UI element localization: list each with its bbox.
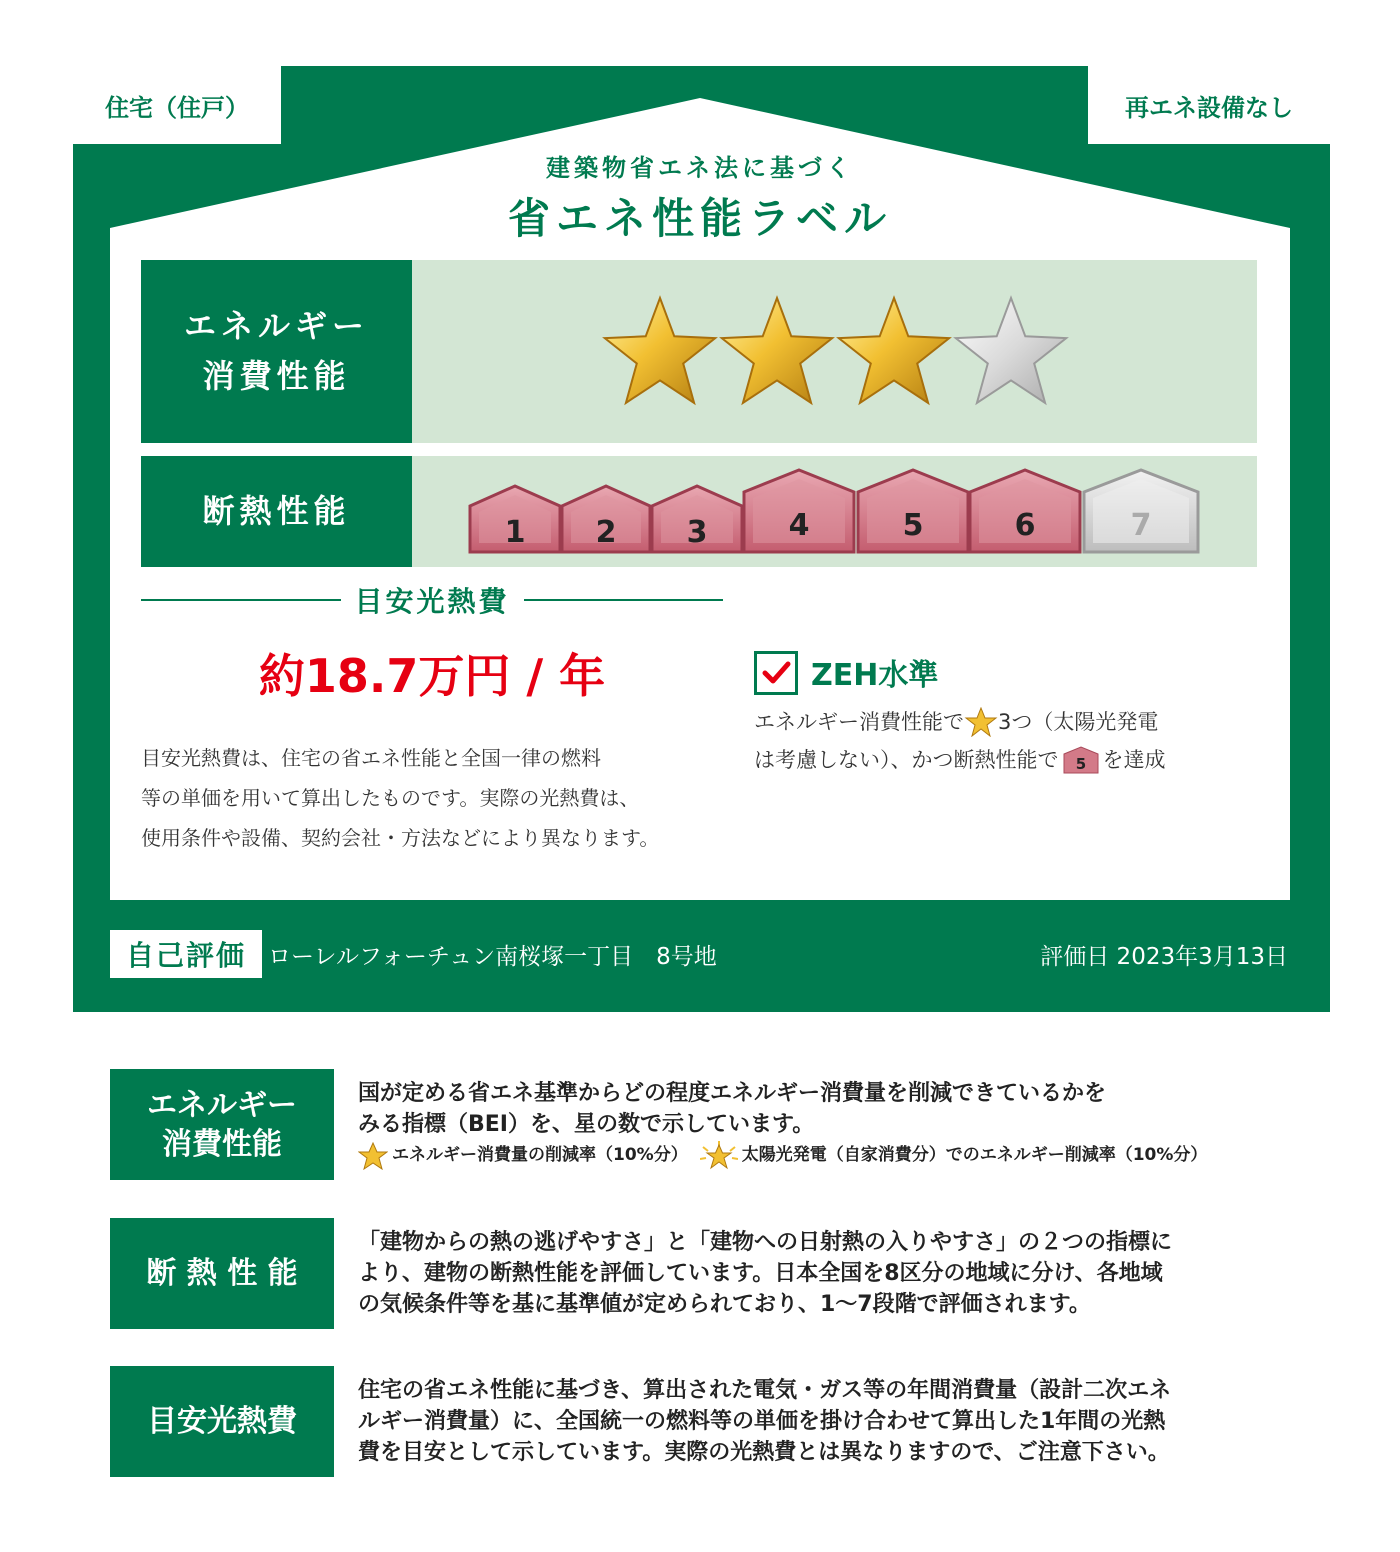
- cost-heading-text: 目安光熱費: [354, 585, 510, 618]
- insulation-level-house-icon: [1063, 746, 1099, 774]
- insulation-head-text: 断熱性能: [202, 491, 351, 530]
- insulation-level-number: 3: [686, 515, 708, 550]
- explanation-cost-line3: 費を目安として示しています。実際の光熱費とは異なりますので、ご注意下さい。: [358, 1440, 1170, 1465]
- zeh-description: [754, 703, 1274, 779]
- insulation-level-1: [470, 486, 560, 552]
- insulation-level-5: [858, 470, 968, 552]
- renewable-text: 再エネ設備なし: [1125, 93, 1293, 122]
- zeh-checkbox: [754, 651, 798, 695]
- energy-head-line1: エネルギー: [183, 306, 369, 345]
- explanation-insulation-line2: より、建物の断熱性能を評価しています。日本全国を8区分の地域に分け、各地域: [358, 1261, 1163, 1286]
- explanation-cost-head-text: 目安光熱費: [147, 1404, 297, 1439]
- cost-desc-line3: 使用条件や設備、契約会社・方法などにより異なります。: [141, 826, 660, 850]
- explanation-cost-head: [110, 1366, 334, 1477]
- zeh-desc-line2-b: を達成: [1102, 748, 1166, 772]
- insulation-level-2: [562, 486, 650, 552]
- explanation-energy-note1: エネルギー消費量の削減率（10%分）: [392, 1145, 688, 1165]
- star-icon: [964, 707, 998, 737]
- cost-heading-line-right: [524, 599, 724, 601]
- self-assessment-badge: 自己評価: [110, 930, 262, 978]
- label-title: 省エネ性能ラベル: [507, 194, 892, 243]
- assessment-date: 評価日 2023年3月13日: [1040, 944, 1288, 970]
- zeh-desc-line1-a: エネルギー消費性能で: [754, 710, 964, 734]
- insulation-level-3: [652, 486, 742, 552]
- sparkle-star-icon: [700, 1141, 738, 1171]
- explanation-insulation-head: [110, 1218, 334, 1329]
- insulation-level-number: 7: [1130, 508, 1152, 543]
- explanation-insulation-line3: の気候条件等を基に基準値が定められており、1〜7段階で評価されます。: [358, 1292, 1091, 1317]
- explanation-energy-head-line1: エネルギー: [147, 1087, 297, 1123]
- explanation-energy-line1: 国が定める省エネ基準からどの程度エネルギー消費量を削減できているかを: [358, 1081, 1107, 1106]
- insulation-level-number: 5: [902, 508, 924, 543]
- annual-cost-value: 約18.7万円 / 年: [258, 649, 606, 703]
- star-icon: [358, 1142, 388, 1170]
- explanation-insulation-line1: 「建物からの熱の逃げやすさ」と「建物への日射熱の入りやすさ」の２つの指標に: [358, 1230, 1173, 1255]
- cost-heading: [141, 580, 723, 620]
- explanation-energy-line2: みる指標（BEI）を、星の数で示しています。: [358, 1112, 815, 1137]
- cost-desc-line2: 等の単価を用いて算出したものです。実際の光熱費は、: [141, 786, 640, 810]
- explanation-cost-text: [358, 1375, 1318, 1468]
- cost-desc-line1: 目安光熱費は、住宅の省エネ性能と全国一律の燃料: [141, 746, 601, 770]
- explanation-energy-note2: 太陽光発電（自家消費分）でのエネルギー削減率（10%分）: [741, 1145, 1208, 1165]
- explanation-insulation-text: [358, 1227, 1318, 1320]
- insulation-level-6: [970, 470, 1080, 552]
- explanation-insulation-head-text: 断 熱 性 能: [146, 1256, 298, 1291]
- insulation-levels: [0, 0, 1400, 600]
- property-name: ローレルフォーチュン南桜塚一丁目 8号地: [268, 944, 717, 970]
- zeh-level-number: 5: [1075, 755, 1086, 773]
- insulation-level-number: 1: [504, 515, 526, 550]
- checkmark-icon: [757, 654, 795, 692]
- insulation-level-number: 2: [595, 515, 617, 550]
- explanation-energy-head: [110, 1069, 334, 1180]
- explanation-energy-head-line2: 消費性能: [162, 1126, 282, 1162]
- cost-description: [141, 738, 741, 858]
- zeh-desc-line2-a: は考慮しない）、かつ断熱性能で: [754, 748, 1059, 772]
- explanation-cost-line2: ルギー消費量）に、全国統一の燃料等の単価を掛け合わせて算出した1年間の光熱: [358, 1409, 1166, 1434]
- explanation-energy-notes: [358, 1140, 1318, 1171]
- energy-head-line2: 消費性能: [202, 356, 351, 395]
- explanation-energy-text: [358, 1078, 1318, 1171]
- label-subtitle: 建築物省エネ法に基づく: [546, 154, 854, 182]
- insulation-level-number: 4: [788, 508, 810, 543]
- building-type-text: 住宅（住戸）: [105, 93, 249, 122]
- insulation-level-4: [744, 470, 854, 552]
- cost-heading-line-left: [141, 599, 341, 601]
- zeh-title: ZEH水準: [811, 658, 939, 693]
- zeh-desc-line1-b: 3つ（太陽光発電: [998, 710, 1159, 734]
- insulation-level-number: 6: [1014, 508, 1036, 543]
- insulation-level-7: [1084, 470, 1198, 552]
- explanation-cost-line1: 住宅の省エネ性能に基づき、算出された電気・ガス等の年間消費量（設計二次エネ: [358, 1378, 1172, 1403]
